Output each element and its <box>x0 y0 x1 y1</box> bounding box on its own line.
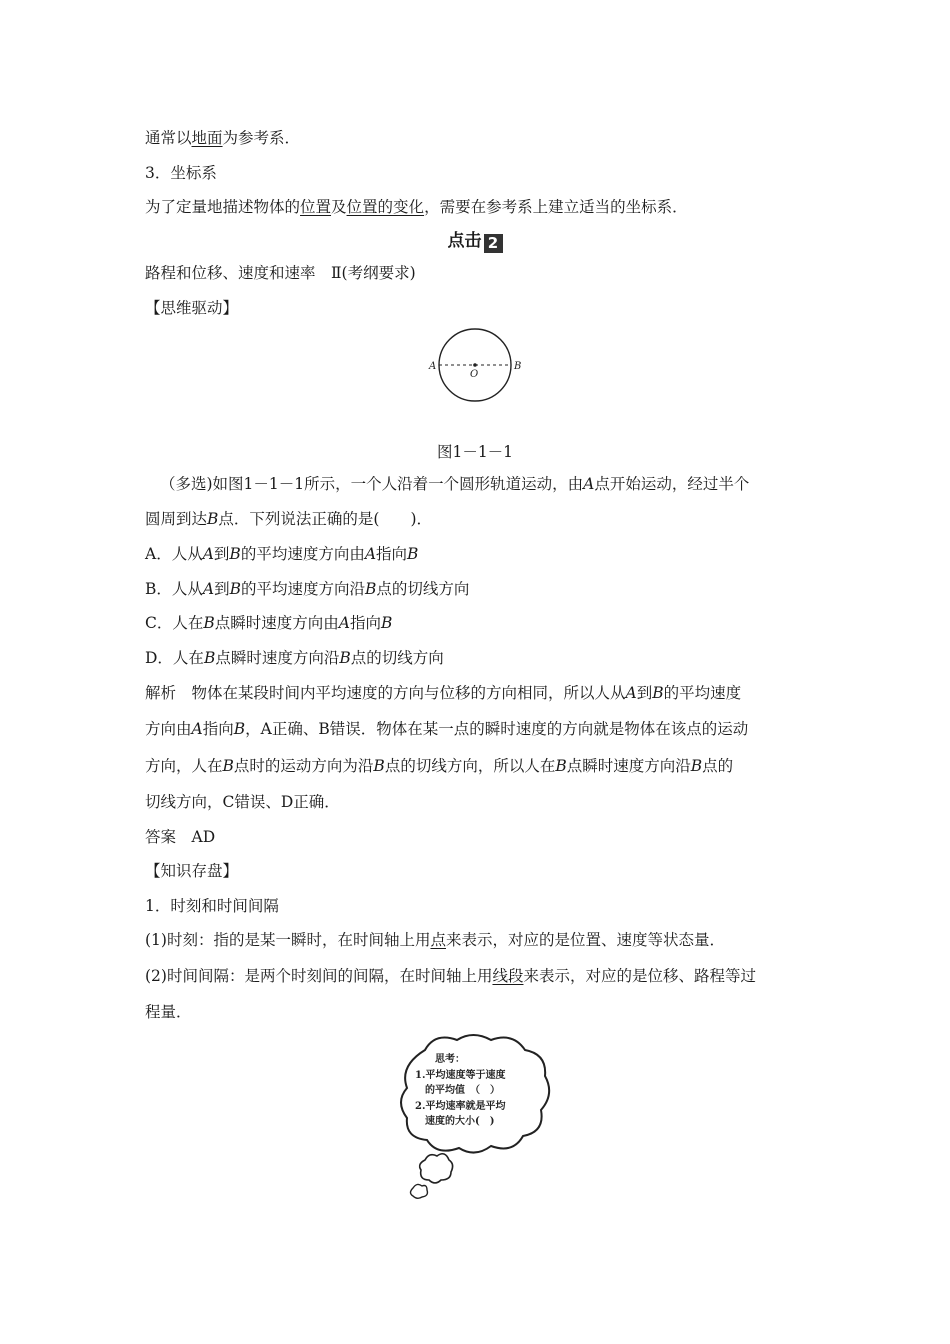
knowledge-1-title: 1．时刻和时间间隔 <box>145 897 279 915</box>
text: B．人从 <box>145 580 203 598</box>
var: A <box>625 684 637 702</box>
knowledge-1-para-2 <box>145 966 756 986</box>
option-a <box>145 544 418 564</box>
text: ，需要在参考系上建立适当的坐标系． <box>424 198 688 216</box>
cloud-line-3: 2.平均速率就是平均 <box>415 1101 506 1112</box>
text: (1)时刻：指的是某一瞬时，在时间轴上用 <box>145 931 431 949</box>
text: 点开始运动，经过半个 <box>594 475 750 493</box>
text: 方向，人在 <box>145 757 223 775</box>
var: B <box>203 649 216 667</box>
var: B <box>407 545 419 563</box>
text: 指向 <box>202 720 234 738</box>
analysis-line-1 <box>145 683 741 703</box>
text: D．人在 <box>145 649 204 667</box>
section-3-title: 3．坐标系 <box>145 164 217 182</box>
intro-line-3 <box>145 197 688 217</box>
cloud-puff-medium <box>420 1154 453 1183</box>
knowledge-1-para-1 <box>145 930 725 950</box>
text: 的平均速度方向沿 <box>241 580 366 598</box>
cloud-line-2: 的平均值 （ ） <box>425 1085 500 1096</box>
cloud-title: 思考： <box>435 1054 465 1065</box>
center-dot <box>473 363 477 367</box>
text: 指向 <box>376 545 408 563</box>
text: 通常以 <box>145 129 192 147</box>
var: B <box>229 580 241 598</box>
text: ，A正确、B错误．物体在某一点的瞬时速度的方向就是物体在该点的运动 <box>245 720 749 738</box>
text: 点时的运动方向为沿 <box>233 757 374 775</box>
var: B <box>222 757 234 775</box>
underlined-term: 点 <box>430 931 446 949</box>
var: B <box>652 684 664 702</box>
var: B <box>690 757 703 775</box>
circle-diagram <box>420 325 530 405</box>
option-b <box>145 579 469 599</box>
option-c <box>145 613 392 633</box>
var: A <box>338 614 350 632</box>
var: A <box>202 580 215 598</box>
underlined-term: 位置 <box>300 198 332 216</box>
var: B <box>203 614 215 632</box>
answer-line: 答案 AD <box>145 828 216 846</box>
text: 点瞬时速度方向沿 <box>566 757 691 775</box>
cloud-puff-small <box>411 1184 428 1198</box>
var: B <box>229 545 241 563</box>
click-heading-text: 点击 <box>447 231 482 251</box>
text: 圆周到达 <box>145 510 208 528</box>
text: 的平均速度方向由 <box>240 545 365 563</box>
text: 点的切线方向 <box>350 649 444 667</box>
option-d <box>145 648 444 668</box>
label-a: A <box>429 361 437 372</box>
text: 点瞬时速度方向沿 <box>215 649 340 667</box>
text: 点的 <box>702 757 734 775</box>
text: C．人在 <box>145 614 204 632</box>
analysis-line-3 <box>145 756 733 776</box>
click-heading <box>0 226 950 253</box>
cloud-line-4: 速度的大小( ) <box>425 1116 495 1127</box>
analysis-line-4: 切线方向，C错误、D正确． <box>145 793 340 811</box>
text: 来表示，对应的是位置、速度等状态量． <box>445 931 725 949</box>
var: B <box>555 757 567 775</box>
text: 来表示，对应的是位移、路程等过 <box>523 967 756 985</box>
text: 及 <box>331 198 347 216</box>
var: B <box>381 614 393 632</box>
text: 的平均速度 <box>663 684 742 702</box>
text: 到 <box>214 580 230 598</box>
text: 方向由 <box>145 720 192 738</box>
text: （多选)如图1－1－1所示，一个人沿着一个圆形轨道运动，由 <box>160 475 584 493</box>
label-b: B <box>514 361 522 372</box>
var: A <box>191 720 203 738</box>
label-o: O <box>470 369 479 380</box>
question-line-1 <box>160 474 749 494</box>
topic-line: 路程和位移、速度和速率 Ⅱ(考纲要求) <box>145 264 416 282</box>
text: 点的切线方向 <box>376 580 470 598</box>
underlined-term: 位置的变化 <box>346 198 425 216</box>
var: B <box>207 510 219 528</box>
text: 点的切线方向，所以人在 <box>384 757 556 775</box>
text: 点瞬时速度方向由 <box>214 614 339 632</box>
underlined-term: 线段 <box>492 967 524 985</box>
var: B <box>365 580 377 598</box>
intro-line-1 <box>145 128 300 148</box>
knowledge-label: 【知识存盘】 <box>145 862 239 880</box>
text: 到 <box>636 684 653 702</box>
text: (2)时间间隔：是两个时刻间的间隔，在时间轴上用 <box>145 967 493 985</box>
figure-caption: 图1－1－1 <box>436 443 514 461</box>
text: 解析 物体在某段时间内平均速度的方向与位移的方向相同，所以人从 <box>145 684 626 702</box>
text: 为了定量地描述物体的 <box>145 198 301 216</box>
var: A <box>202 545 214 563</box>
thinking-label: 【思维驱动】 <box>145 299 239 317</box>
var: A <box>583 475 595 493</box>
var: B <box>233 720 246 738</box>
cloud-line-1: 1.平均速度等于速度 <box>415 1070 506 1081</box>
analysis-line-2 <box>145 719 748 739</box>
text: 为参考系． <box>222 129 301 147</box>
click-heading-number: 2 <box>484 234 503 253</box>
var: A <box>364 545 377 563</box>
thought-cloud <box>395 1030 555 1205</box>
text: 指向 <box>349 614 381 632</box>
knowledge-1-para-3: 程量． <box>145 1003 192 1021</box>
var: B <box>339 649 351 667</box>
text: 点．下列说法正确的是( )． <box>218 510 433 528</box>
underlined-term: 地面 <box>191 129 223 147</box>
var: B <box>373 757 385 775</box>
text: A．人从 <box>145 545 203 563</box>
text: 到 <box>213 545 230 563</box>
question-line-2 <box>145 509 432 529</box>
